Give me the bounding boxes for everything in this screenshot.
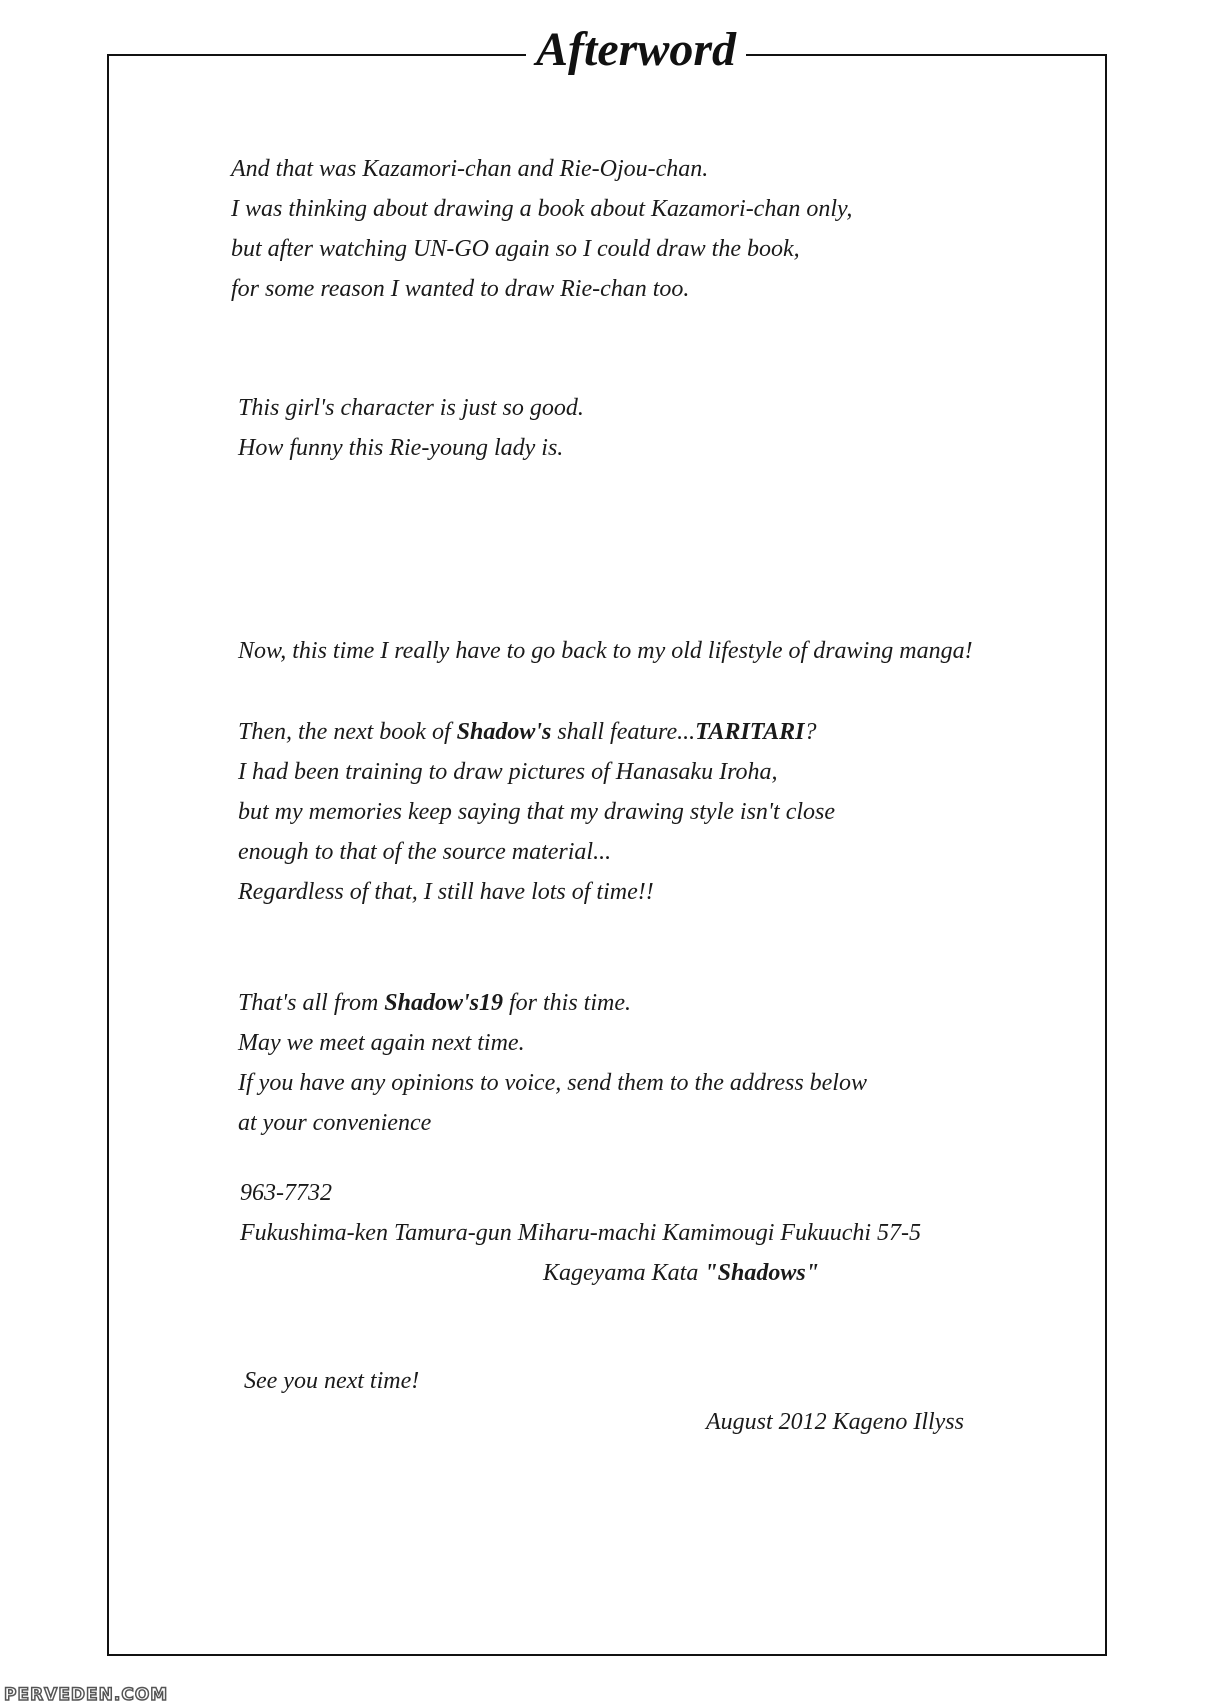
text-line: at your convenience bbox=[238, 1110, 432, 1136]
circle-name: Shadow's bbox=[456, 719, 552, 745]
text-line: May we meet again next time. bbox=[238, 1030, 525, 1056]
recipient-circle: "Shadows" bbox=[704, 1260, 820, 1286]
series-name: TARITARI bbox=[695, 719, 805, 745]
text-segment: That's all from bbox=[238, 990, 385, 1016]
text-line: but my memories keep saying that my drawing style isn't close bbox=[238, 799, 836, 825]
recipient-name: Kageyama Kata bbox=[543, 1260, 705, 1286]
text-line bbox=[238, 712, 835, 752]
street-address: Fukushima-ken Tamura-gun Miharu-machi Kamimougi Fukuuchi 57-5 bbox=[240, 1220, 922, 1246]
text-line: enough to that of the source material... bbox=[238, 839, 612, 865]
text-line bbox=[238, 983, 867, 1023]
text-line: I was thinking about drawing a book about Kazamori-chan only, bbox=[231, 196, 853, 222]
address-recipient bbox=[543, 1253, 819, 1293]
text-line bbox=[543, 1253, 819, 1293]
text-line: for some reason I wanted to draw Rie-chan too. bbox=[231, 276, 690, 302]
book-name: Shadow's19 bbox=[384, 990, 503, 1016]
text-segment: for this time. bbox=[503, 990, 632, 1016]
text-line: Now, this time I really have to go back to my old lifestyle of drawing manga! bbox=[238, 638, 973, 664]
page-title: Afterword bbox=[526, 20, 746, 80]
postal-code: 963-7732 bbox=[240, 1180, 332, 1206]
text-line: How funny this Rie-young lady is. bbox=[238, 435, 564, 461]
text-segment: shall feature... bbox=[551, 719, 696, 745]
paragraph-farewell bbox=[238, 983, 867, 1143]
text-line: I had been training to draw pictures of Hanasaku Iroha, bbox=[238, 759, 778, 785]
text-line: but after watching UN-GO again so I could draw the book, bbox=[231, 236, 800, 262]
site-watermark: PERVEDEN.COM bbox=[0, 1684, 172, 1706]
text-line: And that was Kazamori-chan and Rie-Ojou-chan. bbox=[231, 156, 709, 182]
text-segment: Then, the next book of bbox=[238, 719, 457, 745]
signature: August 2012 Kageno Illyss bbox=[706, 1409, 964, 1435]
paragraph-next-book bbox=[238, 712, 835, 912]
text-line: This girl's character is just so good. bbox=[238, 395, 584, 421]
closing-line: See you next time! bbox=[244, 1368, 420, 1394]
text-segment: ? bbox=[804, 719, 817, 745]
text-line: If you have any opinions to voice, send them to the address below bbox=[238, 1070, 867, 1096]
paragraph-character bbox=[238, 388, 584, 468]
address-block bbox=[240, 1173, 921, 1253]
paragraph-lifestyle bbox=[238, 631, 973, 671]
paragraph-intro bbox=[231, 149, 852, 309]
text-line: Regardless of that, I still have lots of time!! bbox=[238, 879, 654, 905]
